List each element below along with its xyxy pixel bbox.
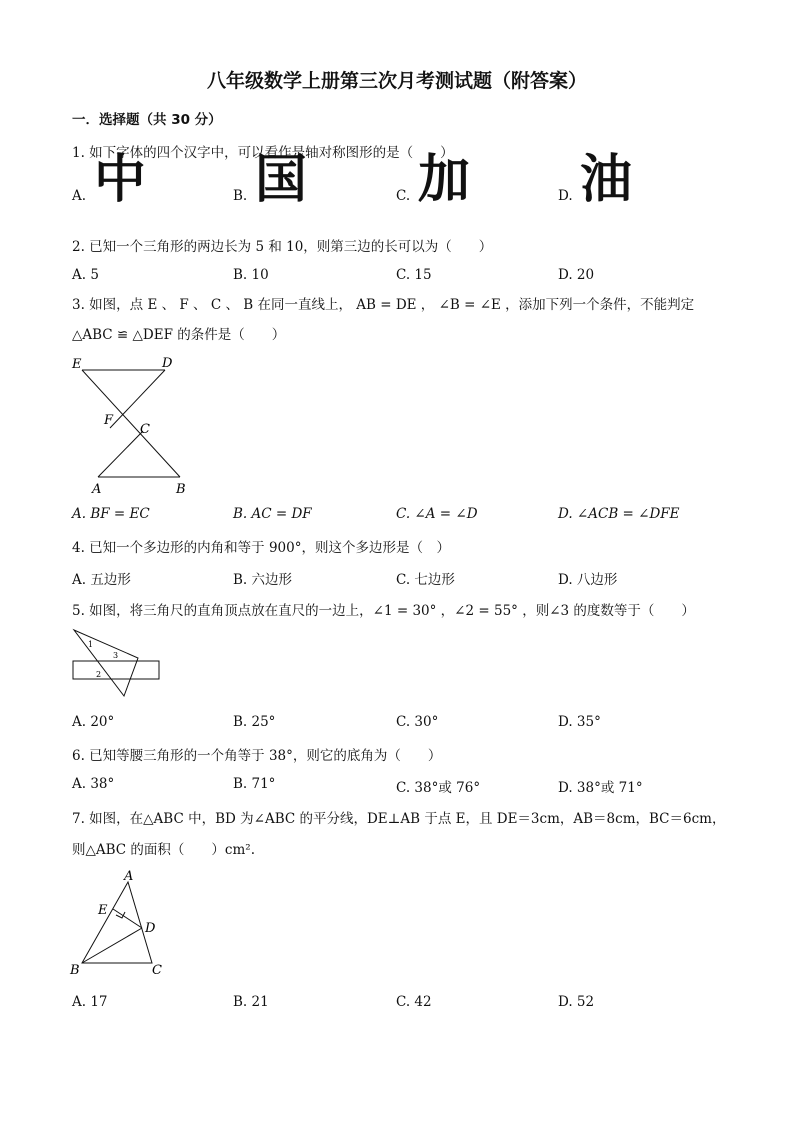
q2-option-c[interactable]: C. 15: [396, 267, 432, 283]
q1-option-c-label: C.: [396, 188, 411, 204]
q3-label-d: D: [162, 356, 173, 371]
q4-option-a[interactable]: A. 五边形: [72, 572, 131, 588]
q3-option-d[interactable]: D. ∠ACB = ∠DFE: [558, 506, 680, 522]
q3-label-b: B: [176, 482, 186, 497]
q3-segment-ac: [98, 431, 143, 477]
question-2-stem: 2. 已知一个三角形的两边长为 5 和 10，则第三边的长可以为（ ）: [72, 239, 493, 255]
q6-option-b[interactable]: B. 71°: [233, 776, 276, 792]
q1-option-a-label: A.: [72, 188, 87, 204]
q3-label-f: F: [104, 413, 114, 428]
q7-option-c[interactable]: C. 42: [396, 994, 432, 1010]
q7-segment-de: [113, 909, 142, 928]
q5-option-a[interactable]: A. 20°: [72, 714, 115, 730]
q7-option-a[interactable]: A. 17: [72, 994, 108, 1010]
q7-right-angle-mark: [116, 912, 125, 918]
q5-triangle: [74, 630, 138, 696]
q5-option-c[interactable]: C. 30°: [396, 714, 439, 730]
q7-label-e: E: [98, 903, 108, 918]
q4-option-b[interactable]: B. 六边形: [233, 572, 293, 588]
q2-option-a[interactable]: A. 5: [72, 267, 99, 283]
q5-angle-2: 2: [96, 670, 102, 679]
q1-option-b-char: 国: [255, 150, 308, 210]
q3-option-b[interactable]: B. AC = DF: [233, 506, 312, 522]
q5-ruler: [73, 661, 159, 679]
question-5-stem: 5. 如图，将三角尺的直角顶点放在直尺的一边上，∠1 = 30° ，∠2 = 55° ，则∠3 的度数等于（ ）: [72, 603, 695, 619]
q3-option-a[interactable]: A. BF = EC: [72, 506, 150, 522]
q1-option-a[interactable]: [72, 150, 147, 210]
question-6-stem: 6. 已知等腰三角形的一个角等于 38°，则它的底角为（ ）: [72, 748, 442, 764]
q7-label-c: C: [152, 963, 162, 978]
q3-label-e: E: [72, 357, 82, 372]
q7-label-b: B: [70, 963, 80, 978]
page-title: 八年级数学上册第三次月考测试题（附答案）: [206, 70, 587, 92]
q5-figure: [70, 626, 164, 702]
q7-label-d: D: [145, 921, 156, 936]
q2-option-b[interactable]: B. 10: [233, 267, 269, 283]
question-3-stem: 3. 如图，点 E 、 F 、 C 、 B 在同一直线上， AB = DE ， ∠B = ∠E ，添加下列一个条件，不能判定 △ABC ≌ △DEF 的条件是（ ）: [72, 297, 695, 343]
q3-segment-df: [110, 370, 165, 428]
q6-option-d[interactable]: D. 38°或 71°: [558, 780, 643, 796]
q1-option-d-char: 油: [580, 150, 633, 210]
q5-angle-1: 1: [88, 640, 94, 649]
q7-label-a: A: [124, 869, 134, 884]
question-1-stem: 1. 如下字体的四个汉字中，可以看作是轴对称图形的是（ ）: [72, 145, 454, 161]
q7-figure: [66, 868, 176, 980]
q1-option-b[interactable]: [233, 150, 308, 210]
q4-option-d[interactable]: D. 八边形: [558, 572, 618, 588]
question-7-stem-line1: 7. 如图，在△ABC 中，BD 为∠ABC 的平分线，DE⊥AB 于点 E，且 DE＝3cm，AB＝8cm，BC＝6cm，: [72, 811, 726, 827]
q5-angle-3: 3: [113, 651, 119, 660]
q3-label-c: C: [140, 422, 150, 437]
q2-option-d[interactable]: D. 20: [558, 267, 595, 283]
question-4-stem: 4. 已知一个多边形的内角和等于 900°，则这个多边形是（ ）: [72, 540, 450, 556]
q3-label-a: A: [92, 482, 102, 497]
q1-option-d-label: D.: [558, 188, 573, 204]
q6-option-c[interactable]: C. 38°或 76°: [396, 780, 481, 796]
q7-segment-bd: [82, 928, 142, 963]
q1-option-a-char: 中: [94, 150, 147, 210]
q7-option-d[interactable]: D. 52: [558, 994, 595, 1010]
q7-triangle-abc: [82, 882, 152, 963]
q1-option-c[interactable]: [396, 150, 471, 210]
q7-option-b[interactable]: B. 21: [233, 994, 269, 1010]
q4-option-c[interactable]: C. 七边形: [396, 572, 455, 588]
q5-option-d[interactable]: D. 35°: [558, 714, 601, 730]
q1-option-c-char: 加: [418, 150, 471, 210]
q3-segment-eb: [82, 370, 180, 477]
q1-option-d[interactable]: [558, 150, 633, 210]
q1-option-b-label: B.: [233, 188, 248, 204]
question-7-stem-line2: 则△ABC 的面积（ ）cm².: [72, 842, 255, 858]
q5-option-b[interactable]: B. 25°: [233, 714, 276, 730]
q6-option-a[interactable]: A. 38°: [72, 776, 115, 792]
q3-figure: [68, 352, 198, 498]
section-heading: 一．选择题（共 30 分）: [72, 112, 222, 128]
q3-option-c[interactable]: C. ∠A = ∠D: [396, 506, 478, 522]
